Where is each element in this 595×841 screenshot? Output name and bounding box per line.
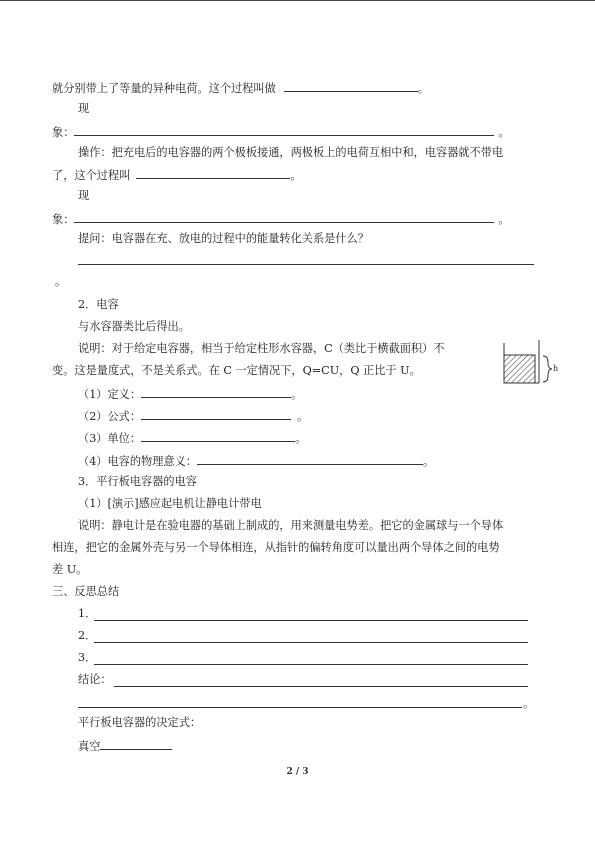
height-brace [543, 356, 552, 382]
operation-text: 操作：把充电后的电容器的两个极板接通，两极板上的电荷互相中和，电容器就不带电 [78, 146, 504, 159]
demo-text: （1）[演示]感应起电机让静电计带电 [78, 497, 262, 510]
water-container-diagram [503, 340, 563, 390]
page-number: 2 / 3 [286, 767, 309, 777]
meaning-blank [197, 453, 423, 465]
reflection-item-1-label: 1． [78, 607, 97, 620]
answer-line [78, 264, 534, 265]
period: 。 [290, 169, 302, 182]
conclusion-label: 结论： [78, 673, 112, 686]
operation-line-2 [52, 167, 302, 183]
conclusion-blank-2 [78, 707, 522, 708]
definition-label: （1）定义： [78, 388, 142, 401]
process-line [52, 80, 429, 96]
vacuum-label: 真空 [78, 740, 101, 753]
phenomenon-label: 象： [52, 213, 75, 226]
phenomenon-blank-2 [74, 211, 494, 223]
process-text: 就分别带上了等量的异种电荷。这个过程叫做 [52, 82, 276, 95]
definition-blank [141, 386, 291, 398]
phenomenon-line-2 [52, 211, 510, 227]
analogy-text: 与水容器类比后得出。 [78, 320, 190, 333]
phenomenon-line-1 [52, 124, 510, 140]
period: 。 [295, 432, 307, 445]
period: 。 [498, 126, 510, 139]
period: 。 [55, 275, 67, 288]
operation-text-2: 了，这个过程叫 [52, 169, 131, 182]
conclusion-blank-1 [114, 686, 528, 687]
reflection-item-1-blank [94, 620, 528, 621]
section-2-title: 2．电容 [78, 298, 119, 311]
process-blank [284, 80, 418, 92]
period: 。 [417, 82, 429, 95]
reflection-heading: 三、反思总结 [52, 585, 120, 598]
phenomenon-label-top: 现 [78, 102, 90, 115]
vacuum-line [78, 738, 172, 754]
question-text: 提问：电容器在充、放电的过程中的能量转化关系是什么？ [78, 232, 369, 245]
discharge-blank [136, 167, 290, 179]
formula-label: （2）公式： [78, 410, 142, 423]
electrometer-text-1: 说明：静电计是在验电器的基础上制成的，用来测量电势差。把它的金属球与一个导体 [78, 519, 504, 532]
period: 。 [297, 410, 309, 423]
electrometer-text-2: 相连，把它的金属外壳与另一个导体相连，从指针的偏转角度可以量出两个导体之间的电势 [52, 541, 500, 554]
unit-blank [141, 430, 295, 442]
unit-label: （3）单位： [78, 432, 142, 445]
decisive-formula-label: 平行板电容器的决定式： [78, 716, 202, 729]
meaning-line [78, 453, 434, 469]
formula-blank [141, 408, 291, 420]
header-rule [0, 0, 595, 1]
note-text-1: 说明：对于给定电容器，相当于给定柱形水容器，C（类比于横截面积）不 [78, 342, 445, 355]
water-fill [504, 355, 535, 383]
section-3-title: 3．平行板电容器的电容 [78, 475, 197, 488]
reflection-item-2-label: 2． [78, 629, 97, 642]
reflection-item-3-blank [94, 664, 528, 665]
vacuum-blank [100, 738, 172, 750]
meaning-label: （4）电容的物理意义： [78, 455, 197, 468]
electrometer-text-3: 差 U。 [52, 563, 88, 576]
phenomenon-blank-1 [74, 124, 494, 136]
period: 。 [423, 455, 435, 468]
definition-line [78, 386, 302, 402]
unit-line [78, 430, 306, 446]
reflection-item-3-label: 3． [78, 651, 97, 664]
note-text-2: 变。这是量度式，不是关系式。在 C 一定情况下，Q=CU，Q 正比于 U。 [52, 364, 421, 377]
formula-line [78, 408, 308, 424]
height-label: h [553, 364, 559, 373]
period: 。 [498, 213, 510, 226]
period: 。 [523, 697, 535, 710]
phenomenon-label-top: 现 [78, 189, 90, 202]
period: 。 [291, 388, 303, 401]
reflection-item-2-blank [94, 642, 528, 643]
phenomenon-label: 象： [52, 126, 75, 139]
